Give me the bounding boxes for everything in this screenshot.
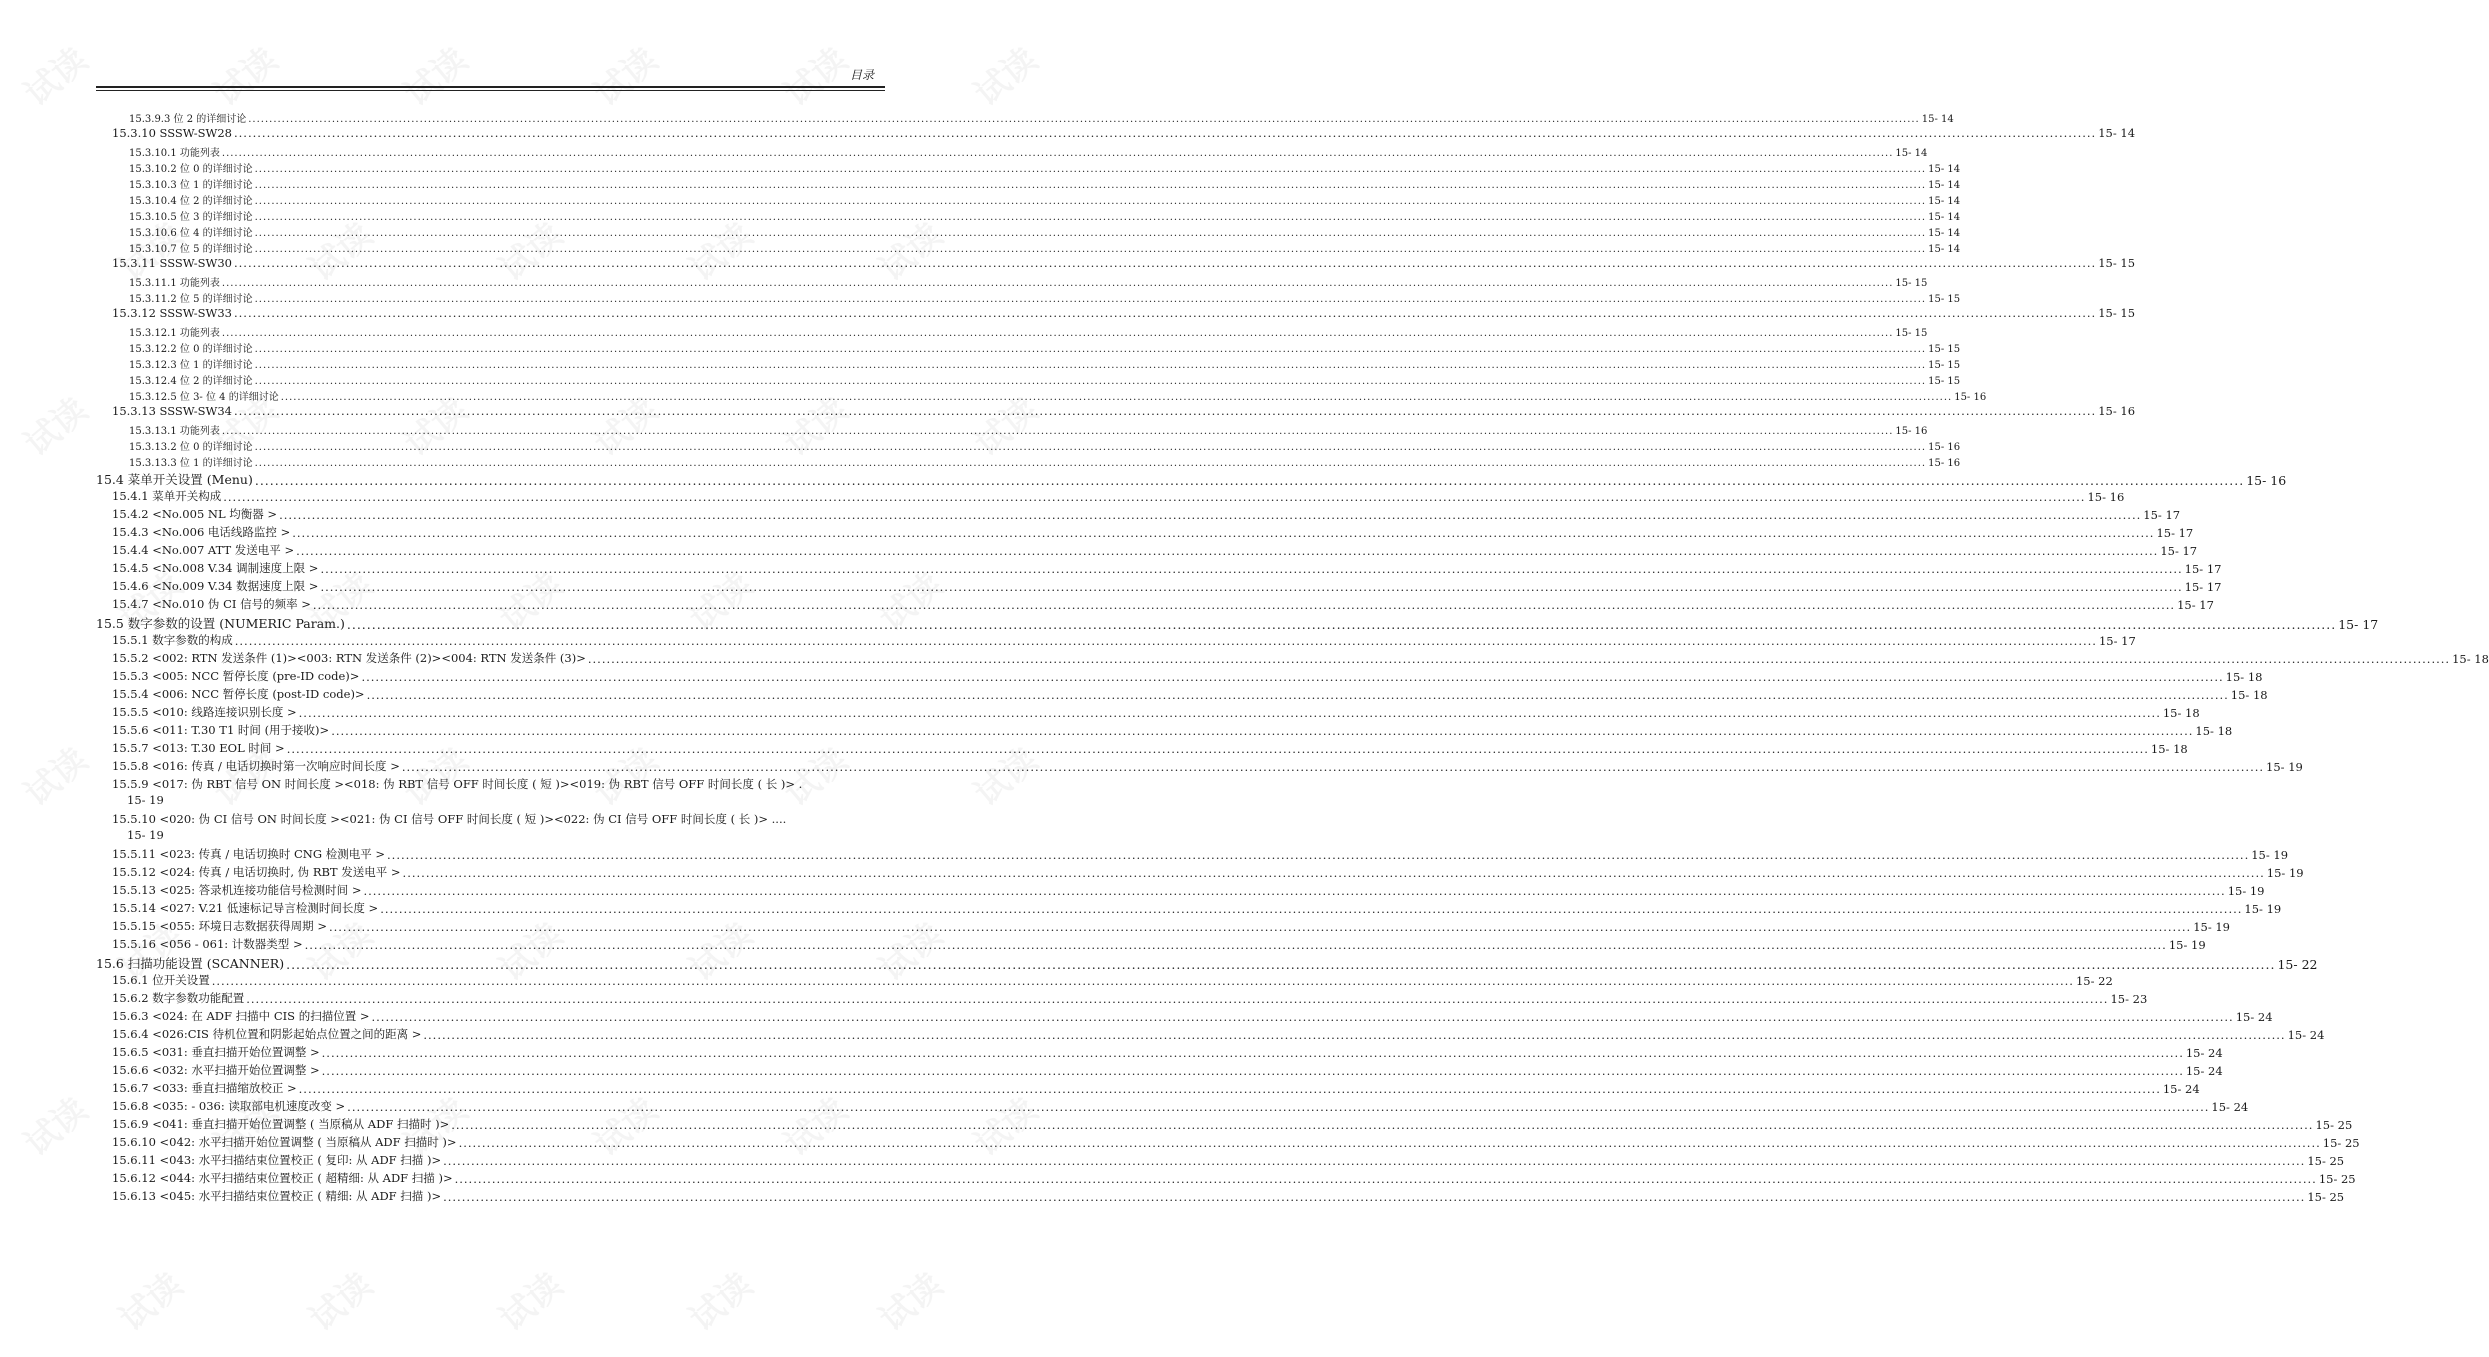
toc-entry[interactable] [112, 972, 2113, 988]
toc-leader-dots: ................................................................................................................................................................................................................................................................................................................................................................................................................ [286, 957, 2276, 972]
toc-leader-dots: ................................................................................................................................................................................................................................................................................................................................................................................................................ [254, 228, 1927, 239]
toc-leader-dots: ................................................................................................................................................................................................................................................................................................................................................................................................................ [223, 490, 2086, 504]
toc-entry-title: 15.6.5 <031: 垂直扫描开始位置调整 > [112, 1045, 320, 1059]
watermark-text [0, 559, 1, 640]
toc-entry-page: 15- 16 [2098, 404, 2136, 418]
toc-entry-title: 15.3.12.2 位 0 的详细讨论 [129, 344, 253, 355]
toc-leader-dots: ................................................................................................................................................................................................................................................................................................................................................................................................................ [366, 688, 2229, 702]
toc-leader-dots: ................................................................................................................................................................................................................................................................................................................................................................................................................ [361, 670, 2224, 684]
toc-leader-dots: ................................................................................................................................................................................................................................................................................................................................................................................................................ [233, 126, 2097, 140]
watermark-text [12, 1084, 96, 1165]
toc-entry-title: 15.5.5 <010: 线路连接识别长度 > [112, 705, 297, 719]
toc-entry-page: 15- 15 [1928, 360, 1961, 371]
toc-entry-page: 15- 17 [2156, 526, 2194, 540]
toc-leader-dots: ................................................................................................................................................................................................................................................................................................................................................................................................................ [423, 1028, 2286, 1042]
toc-entry[interactable] [129, 274, 1928, 289]
toc-entry[interactable] [112, 560, 2222, 576]
toc-entry-title: 15.3.11.1 功能列表 [129, 278, 220, 289]
toc-entry-page: 15- 19 [127, 793, 164, 807]
toc-entry-title: 15.3.13.3 位 1 的详细讨论 [129, 458, 253, 469]
toc-entry-page: 15- 22 [2277, 957, 2318, 972]
toc-entry-title: 15.3.10.6 位 4 的详细讨论 [129, 228, 253, 239]
toc-entry[interactable] [112, 1152, 2345, 1168]
toc-entry-page: 15- 25 [2307, 1190, 2345, 1204]
toc-entry[interactable] [112, 1188, 2345, 1204]
toc-entry-title: 15.4.7 <No.010 伪 CI 信号的频率 > [112, 597, 311, 611]
toc-leader-dots: ................................................................................................................................................................................................................................................................................................................................................................................................................ [279, 508, 2142, 522]
toc-entry-title: 15.5.14 <027: V.21 低速标记导言检测时间长度 > [112, 901, 379, 915]
toc-entry-page: 15- 17 [2338, 617, 2379, 632]
toc-leader-dots: ................................................................................................................................................................................................................................................................................................................................................................................................................ [328, 920, 2192, 934]
toc-entry[interactable] [112, 668, 2263, 684]
toc-entry[interactable] [129, 340, 1961, 355]
watermark-text [962, 34, 1046, 115]
toc-leader-dots: ................................................................................................................................................................................................................................................................................................................................................................................................................ [298, 706, 2161, 720]
toc-leader-dots: ................................................................................................................................................................................................................................................................................................................................................................................................................ [233, 404, 2097, 418]
toc-leader-dots: ................................................................................................................................................................................................................................................................................................................................................................................................................ [221, 278, 1894, 289]
toc-entry-title: 15.5.9 <017: 伪 RBT 信号 ON 时间长度 ><018: 伪 RBT 信号 OFF 时间长度 ( 短 )><019: 伪 RBT 信号 OFF 时间长度 ( 长 )> . [112, 777, 803, 791]
watermark-text [12, 734, 96, 815]
toc-entry[interactable] [112, 758, 2303, 774]
toc-entry-title: 15.5.7 <013: T.30 EOL 时间 > [112, 741, 285, 755]
toc-leader-dots: ................................................................................................................................................................................................................................................................................................................................................................................................................ [331, 724, 2194, 738]
toc-leader-dots: ................................................................................................................................................................................................................................................................................................................................................................................................................ [254, 196, 1927, 207]
toc-entry-page: 15- 19 [2251, 848, 2289, 862]
toc-leader-dots: ................................................................................................................................................................................................................................................................................................................................................................................................................ [320, 580, 2183, 594]
watermark-text [0, 909, 1, 990]
toc-entry[interactable] [112, 596, 2214, 612]
toc-entry-page: 15- 14 [2098, 126, 2136, 140]
toc-entry[interactable] [112, 1008, 2273, 1024]
toc-entry[interactable] [112, 900, 2282, 916]
toc-entry-title: 15.4.6 <No.009 V.34 数据速度上限 > [112, 579, 319, 593]
toc-entry-title: 15.3.13.1 功能列表 [129, 426, 220, 437]
toc-leader-dots: ................................................................................................................................................................................................................................................................................................................................................................................................................ [254, 458, 1927, 469]
toc-entry-title: 15.5.16 <056 - 061: 计数器类型 > [112, 937, 303, 951]
toc-entry-page: 15- 15 [1928, 344, 1961, 355]
watermark-text [297, 1259, 381, 1340]
toc-entry-title: 15.3.11 SSSW-SW30 [112, 256, 232, 270]
toc-entry-title: 15.5.8 <016: 传真 / 电话切换时第一次响应时间长度 > [112, 759, 400, 773]
toc-entry-page: 15- 24 [2211, 1100, 2249, 1114]
toc-entry-title: 15.5.15 <055: 环境日志数据获得周期 > [112, 919, 327, 933]
toc-entry[interactable] [112, 1170, 2356, 1186]
toc-entry[interactable] [96, 954, 2318, 972]
toc-entry-page: 15- 19 [2244, 902, 2282, 916]
toc-entry[interactable] [129, 176, 1961, 191]
toc-entry[interactable] [129, 224, 1961, 239]
toc-entry-page: 15- 14 [1928, 212, 1961, 223]
toc-entry-title: 15.3.10.5 位 3 的详细讨论 [129, 212, 253, 223]
header-rule-thin [96, 90, 885, 91]
toc-entry[interactable] [112, 1116, 2353, 1132]
toc-entry-title: 15.3.12.3 位 1 的详细讨论 [129, 360, 253, 371]
toc-leader-dots: ................................................................................................................................................................................................................................................................................................................................................................................................................ [254, 212, 1927, 223]
toc-entry-title: 15.4.5 <No.008 V.34 调制速度上限 > [112, 561, 319, 575]
toc-entry-title: 15.3.12.4 位 2 的详细讨论 [129, 376, 253, 387]
toc-entry[interactable] [112, 578, 2222, 594]
toc-entry-page: 15- 25 [2318, 1172, 2356, 1186]
toc-entry[interactable] [112, 1134, 2360, 1150]
toc-entry-title: 15.6.6 <032: 水平扫描开始位置调整 > [112, 1063, 320, 1077]
toc-entry-title: 15.6.4 <026:CIS 待机位置和阴影起始点位置之间的距离 > [112, 1027, 422, 1041]
toc-leader-dots: ................................................................................................................................................................................................................................................................................................................................................................................................................ [254, 376, 1927, 387]
watermark-text [107, 1259, 191, 1340]
toc-entry[interactable] [112, 918, 2230, 934]
toc-leader-dots: ................................................................................................................................................................................................................................................................................................................................................................................................................ [451, 1118, 2314, 1132]
toc-entry-page: 15- 14 [1928, 180, 1961, 191]
toc-entry-title: 15.5.11 <023: 传真 / 电话切换时 CNG 检测电平 > [112, 847, 386, 861]
toc-entry-title: 15.6.11 <043: 水平扫描结束位置校正 ( 复印: 从 ADF 扫描 )> [112, 1153, 442, 1167]
toc-entry-title: 15.5.4 <006: NCC 暂停长度 (post-ID code)> [112, 687, 365, 701]
watermark-text [202, 34, 286, 115]
toc-entry-page: 15- 14 [1895, 148, 1928, 159]
toc-entry-title: 15.6.13 <045: 水平扫描结束位置校正 ( 精细: 从 ADF 扫描 )> [112, 1189, 442, 1203]
toc-entry-page: 15- 24 [2287, 1028, 2325, 1042]
toc-leader-dots: ................................................................................................................................................................................................................................................................................................................................................................................................................ [401, 760, 2265, 774]
toc-leader-dots: ................................................................................................................................................................................................................................................................................................................................................................................................................ [254, 360, 1927, 371]
toc-entry[interactable] [129, 144, 1928, 159]
toc-entry[interactable] [112, 811, 885, 827]
toc-entry-title: 15.3.11.2 位 5 的详细讨论 [129, 294, 253, 305]
toc-entry-page: 15- 15 [1895, 278, 1928, 289]
watermark-text [392, 34, 476, 115]
toc-entry[interactable] [129, 454, 1961, 469]
toc-entry-title: 15.4.3 <No.006 电话线路监控 > [112, 525, 291, 539]
header-rule [96, 86, 885, 88]
toc-entry-page: 15- 25 [2315, 1118, 2353, 1132]
toc-entry-title: 15.5.3 <005: NCC 暂停长度 (pre-ID code)> [112, 669, 360, 683]
toc-entry-page: 15- 17 [2160, 544, 2198, 558]
toc-leader-dots: ................................................................................................................................................................................................................................................................................................................................................................................................................ [454, 1172, 2317, 1186]
toc-entry-title: 15.6.9 <041: 垂直扫描开始位置调整 ( 当原稿从 ADF 扫描时 )> [112, 1117, 450, 1131]
toc-entry-title: 15.3.12.5 位 3- 位 4 的详细讨论 [129, 392, 279, 403]
toc-leader-dots: ................................................................................................................................................................................................................................................................................................................................................................................................................ [380, 902, 2243, 916]
toc-entry-page: 15- 18 [2452, 652, 2489, 666]
toc-entry-page: 15- 17 [2177, 598, 2214, 612]
toc-leader-dots: ................................................................................................................................................................................................................................................................................................................................................................................................................ [371, 1010, 2234, 1024]
toc-leader-dots: ................................................................................................................................................................................................................................................................................................................................................................................................................ [234, 634, 2097, 648]
toc-entry[interactable] [129, 208, 1961, 223]
toc-leader-dots: ................................................................................................................................................................................................................................................................................................................................................................................................................ [346, 617, 2337, 632]
toc-entry-page: 15- 19 [2227, 884, 2265, 898]
toc-entry-title: 15.5.2 <002: RTN 发送条件 (1)><003: RTN 发送条件 (2)><004: RTN 发送条件 (3)> [112, 651, 586, 665]
toc-entry-page: 15- 15 [1928, 294, 1961, 305]
watermark-text [12, 384, 96, 465]
toc-entry[interactable] [129, 240, 1961, 255]
toc-entry-title: 15.6.8 <035: - 036: 读取部电机速度改变 > [112, 1099, 346, 1113]
toc-entry[interactable] [112, 256, 2136, 270]
toc-leader-dots: ................................................................................................................................................................................................................................................................................................................................................................................................................ [246, 992, 2109, 1006]
toc-leader-dots: ................................................................................................................................................................................................................................................................................................................................................................................................................ [387, 848, 2250, 862]
toc-leader-dots: ................................................................................................................................................................................................................................................................................................................................................................................................................ [298, 1082, 2161, 1096]
toc-entry-title: 15.4 菜单开关设置 (Menu) [96, 472, 253, 487]
toc-entry[interactable] [112, 404, 2136, 418]
toc-entry-title: 15.3.10.4 位 2 的详细讨论 [129, 196, 253, 207]
toc-leader-dots: ................................................................................................................................................................................................................................................................................................................................................................................................................ [304, 938, 2167, 952]
toc-leader-dots: ................................................................................................................................................................................................................................................................................................................................................................................................................ [211, 974, 2074, 988]
toc-leader-dots: ................................................................................................................................................................................................................................................................................................................................................................................................................ [254, 164, 1927, 175]
toc-entry-page: 15- 18 [2150, 742, 2188, 756]
toc-entry-page: 15- 15 [1895, 328, 1928, 339]
toc-entry-title: 15.3.10.2 位 0 的详细讨论 [129, 164, 253, 175]
toc-entry[interactable] [112, 488, 2125, 504]
toc-entry-title: 15.3.10 SSSW-SW28 [112, 126, 232, 140]
toc-leader-dots: ................................................................................................................................................................................................................................................................................................................................................................................................................ [254, 344, 1927, 355]
toc-leader-dots: ................................................................................................................................................................................................................................................................................................................................................................................................................ [221, 148, 1894, 159]
toc-entry-title: 15.5.10 <020: 伪 CI 信号 ON 时间长度 ><021: 伪 CI 信号 OFF 时间长度 ( 短 )><022: 伪 CI 信号 OFF 时间长度 ( 长 )> .... [112, 812, 787, 826]
toc-entry[interactable] [112, 1062, 2223, 1078]
toc-entry-title: 15.5.1 数字参数的构成 [112, 633, 233, 647]
toc-entry[interactable] [112, 1026, 2325, 1042]
toc-entry[interactable] [112, 506, 2181, 522]
toc-leader-dots: ................................................................................................................................................................................................................................................................................................................................................................................................................ [221, 328, 1894, 339]
toc-entry[interactable] [112, 686, 2268, 702]
toc-leader-dots: ................................................................................................................................................................................................................................................................................................................................................................................................................ [248, 114, 1920, 125]
toc-entry-title: 15.6.12 <044: 水平扫描结束位置校正 ( 超精细: 从 ADF 扫描 )> [112, 1171, 453, 1185]
toc-leader-dots: ................................................................................................................................................................................................................................................................................................................................................................................................................ [443, 1190, 2306, 1204]
toc-entry-title: 15.3.10.7 位 5 的详细讨论 [129, 244, 253, 255]
toc-entry-title: 15.3.9.3 位 2 的详细讨论 [129, 114, 247, 125]
toc-leader-dots: ................................................................................................................................................................................................................................................................................................................................................................................................................ [254, 180, 1927, 191]
toc-leader-dots: ................................................................................................................................................................................................................................................................................................................................................................................................................ [363, 884, 2226, 898]
toc-entry-page: 15- 24 [2185, 1046, 2223, 1060]
toc-entry-page: 15- 16 [1895, 426, 1928, 437]
watermark-text [0, 1259, 1, 1340]
toc-entry[interactable] [96, 614, 2379, 632]
toc-entry[interactable] [112, 542, 2198, 558]
toc-entry-title: 15.6.3 <024: 在 ADF 扫描中 CIS 的扫描位置 > [112, 1009, 370, 1023]
toc-entry-page: 15- 16 [2087, 490, 2125, 504]
toc-entry[interactable] [112, 882, 2265, 898]
toc-leader-dots: ................................................................................................................................................................................................................................................................................................................................................................................................................ [296, 544, 2159, 558]
toc-leader-dots: ................................................................................................................................................................................................................................................................................................................................................................................................................ [254, 473, 2245, 488]
toc-entry-title: 15.6.10 <042: 水平扫描开始位置调整 ( 当原稿从 ADF 扫描时 )> [112, 1135, 457, 1149]
toc-entry-title: 15.3.13.2 位 0 的详细讨论 [129, 442, 253, 453]
toc-leader-dots: ................................................................................................................................................................................................................................................................................................................................................................................................................ [254, 244, 1927, 255]
toc-entry-page: 15- 14 [1928, 228, 1961, 239]
toc-entry-page: 15- 18 [2195, 724, 2233, 738]
toc-leader-dots: ................................................................................................................................................................................................................................................................................................................................................................................................................ [402, 866, 2265, 880]
toc-entry[interactable] [112, 990, 2148, 1006]
toc-leader-dots: ................................................................................................................................................................................................................................................................................................................................................................................................................ [254, 294, 1927, 305]
watermark-text [772, 34, 856, 115]
toc-entry-page: 15- 14 [1928, 196, 1961, 207]
toc-leader-dots: ................................................................................................................................................................................................................................................................................................................................................................................................................ [280, 392, 1953, 403]
toc-entry-title: 15.6.1 位开关设置 [112, 973, 210, 987]
toc-leader-dots: ................................................................................................................................................................................................................................................................................................................................................................................................................ [254, 442, 1927, 453]
toc-entry-page: 15- 15 [1928, 376, 1961, 387]
toc-entry-page: 15- 24 [2235, 1010, 2273, 1024]
toc-entry[interactable] [112, 126, 2136, 140]
toc-entry[interactable] [112, 632, 2136, 648]
watermark-text [487, 1259, 571, 1340]
toc-entry-title: 15.3.10.3 位 1 的详细讨论 [129, 180, 253, 191]
toc-entry-page: 15- 24 [2185, 1064, 2223, 1078]
toc-entry-page: 15- 15 [2098, 306, 2136, 320]
toc-entry-title: 15.5.13 <025: 答录机连接功能信号检测时间 > [112, 883, 362, 897]
toc-leader-dots: ................................................................................................................................................................................................................................................................................................................................................................................................................ [587, 652, 2451, 666]
toc-leader-dots: ................................................................................................................................................................................................................................................................................................................................................................................................................ [286, 742, 2149, 756]
toc-entry-page: 15- 18 [2230, 688, 2268, 702]
toc-entry[interactable] [112, 1044, 2223, 1060]
toc-entry[interactable] [112, 776, 885, 792]
toc-entry[interactable] [112, 306, 2136, 320]
toc-entry-title: 15.5.12 <024: 传真 / 电话切换时, 伪 RBT 发送电平 > [112, 865, 401, 879]
toc-entry-page: 15- 19 [2193, 920, 2230, 934]
toc-entry-title: 15.4.4 <No.007 ATT 发送电平 > [112, 543, 295, 557]
toc-entry[interactable] [129, 438, 1961, 453]
watermark-text [677, 1259, 761, 1340]
toc-entry-title: 15.5 数字参数的设置 (NUMERIC Param.) [96, 616, 345, 631]
toc-leader-dots: ................................................................................................................................................................................................................................................................................................................................................................................................................ [221, 426, 1894, 437]
toc-entry-page: 15- 19 [2266, 760, 2303, 774]
toc-entry-page: 15- 14 [1928, 164, 1961, 175]
toc-leader-dots: ................................................................................................................................................................................................................................................................................................................................................................................................................ [443, 1154, 2306, 1168]
toc-leader-dots: ................................................................................................................................................................................................................................................................................................................................................................................................................ [458, 1136, 2321, 1150]
toc-entry-page: 15- 16 [1928, 458, 1961, 469]
toc-entry[interactable] [129, 356, 1961, 371]
toc-entry-page: 15- 14 [1928, 244, 1961, 255]
toc-entry[interactable] [112, 722, 2233, 738]
toc-entry-page: 15- 14 [1921, 114, 1954, 125]
toc-entry-page: 15- 19 [2266, 866, 2304, 880]
toc-entry-page: 15- 19 [127, 828, 164, 842]
toc-entry[interactable] [129, 372, 1961, 387]
toc-entry-page: 15- 23 [2110, 992, 2148, 1006]
toc-entry[interactable] [129, 110, 1954, 125]
toc-entry-title: 15.3.10.1 功能列表 [129, 148, 220, 159]
toc-entry[interactable] [112, 846, 2289, 862]
toc-entry[interactable] [129, 290, 1961, 305]
watermark-text [582, 34, 666, 115]
toc-leader-dots: ................................................................................................................................................................................................................................................................................................................................................................................................................ [233, 256, 2097, 270]
watermark-text [12, 34, 96, 115]
toc-entry-page: 15- 17 [2143, 508, 2181, 522]
toc-entry[interactable] [112, 936, 2206, 952]
toc-leader-dots: ................................................................................................................................................................................................................................................................................................................................................................................................................ [233, 306, 2097, 320]
toc-entry-page: 15- 24 [2162, 1082, 2200, 1096]
toc-entry-title: 15.3.12 SSSW-SW33 [112, 306, 232, 320]
toc-entry[interactable] [96, 470, 2287, 488]
toc-entry-page: 15- 17 [2184, 562, 2222, 576]
toc-entry-page: 15- 16 [1954, 392, 1987, 403]
toc-entry[interactable] [129, 324, 1928, 339]
toc-entry-page: 15- 16 [2246, 473, 2287, 488]
toc-entry[interactable] [112, 1098, 2249, 1114]
toc-entry[interactable] [129, 192, 1961, 207]
watermark-text [867, 1259, 951, 1340]
toc-entry[interactable] [112, 650, 2489, 666]
toc-entry-title: 15.4.2 <No.005 NL 均衡器 > [112, 507, 278, 521]
toc-entry[interactable] [129, 422, 1928, 437]
toc-entry[interactable] [112, 524, 2194, 540]
toc-leader-dots: ................................................................................................................................................................................................................................................................................................................................................................................................................ [292, 526, 2155, 540]
toc-entry[interactable] [112, 704, 2200, 720]
toc-entry-page: 15- 18 [2225, 670, 2263, 684]
toc-entry[interactable] [112, 740, 2188, 756]
toc-entry[interactable] [112, 1080, 2200, 1096]
toc-entry-page: 15- 18 [2162, 706, 2200, 720]
toc-entry-title: 15.3.12.1 功能列表 [129, 328, 220, 339]
toc-entry-title: 15.4.1 菜单开关构成 [112, 489, 222, 503]
watermark-text [0, 209, 1, 290]
toc-leader-dots: ................................................................................................................................................................................................................................................................................................................................................................................................................ [320, 562, 2183, 576]
toc-leader-dots: ................................................................................................................................................................................................................................................................................................................................................................................................................ [321, 1064, 2184, 1078]
toc-leader-dots: ................................................................................................................................................................................................................................................................................................................................................................................................................ [347, 1100, 2210, 1114]
toc-entry[interactable] [129, 388, 1987, 403]
toc-entry-page: 15- 22 [2075, 974, 2113, 988]
toc-entry-page: 15- 17 [2098, 634, 2136, 648]
toc-entry-title: 15.6 扫描功能设置 (SCANNER) [96, 956, 285, 971]
toc-entry-page: 15- 25 [2307, 1154, 2345, 1168]
toc-entry-title: 15.6.7 <033: 垂直扫描缩放校正 > [112, 1081, 297, 1095]
toc-entry-page: 15- 16 [1928, 442, 1961, 453]
toc-entry-page: 15- 15 [2098, 256, 2136, 270]
toc-entry-page: 15- 25 [2322, 1136, 2360, 1150]
toc-entry-page: 15- 19 [2168, 938, 2206, 952]
toc-leader-dots: ................................................................................................................................................................................................................................................................................................................................................................................................................ [312, 598, 2176, 612]
toc-entry-title: 15.5.6 <011: T.30 T1 时间 (用于接收)> [112, 723, 330, 737]
toc-entry[interactable] [129, 160, 1961, 175]
toc-entry[interactable] [112, 864, 2304, 880]
page-header-title: 目录 [849, 68, 874, 82]
toc-leader-dots: ................................................................................................................................................................................................................................................................................................................................................................................................................ [321, 1046, 2184, 1060]
toc-entry-title: 15.6.2 数字参数功能配置 [112, 991, 245, 1005]
toc-entry-title: 15.3.13 SSSW-SW34 [112, 404, 232, 418]
toc-entry-page: 15- 17 [2184, 580, 2222, 594]
